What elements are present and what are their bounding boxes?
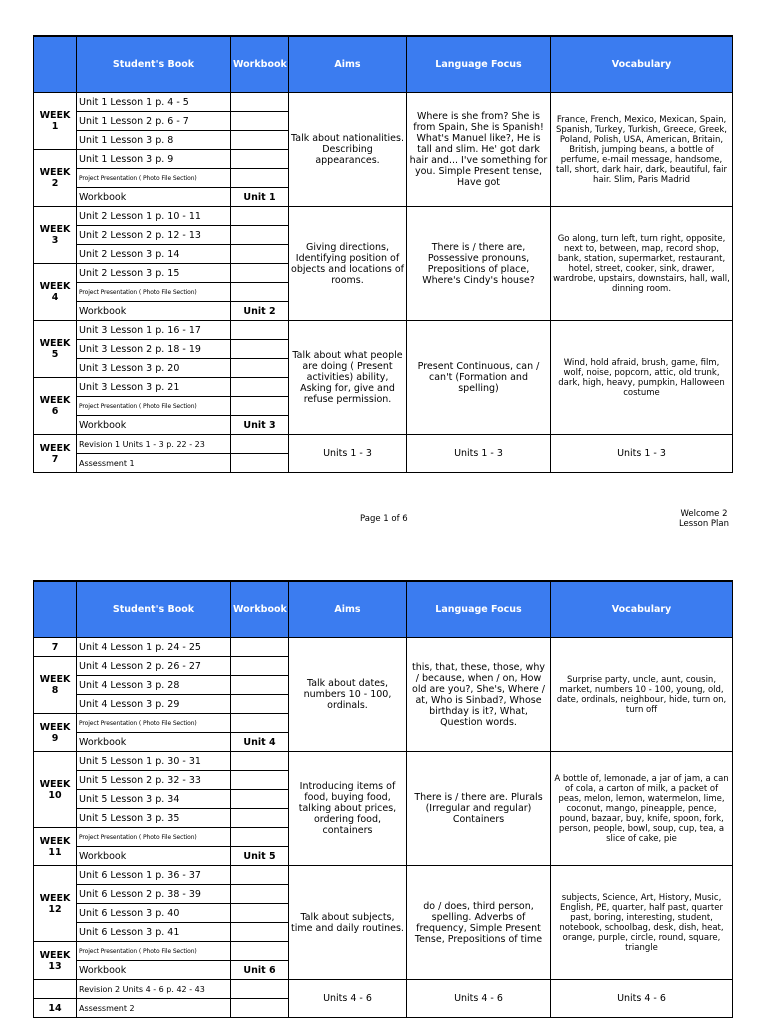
students-book-cell: Unit 3 Lesson 3 p. 21 (77, 378, 231, 397)
students-book-cell: Unit 5 Lesson 3 p. 34 (77, 790, 231, 809)
week-label: 7 (34, 638, 77, 657)
vocabulary-cell: Units 1 - 3 (551, 435, 733, 473)
students-book-cell: Assessment 2 (77, 999, 231, 1018)
document-title-line1: Welcome 2 (680, 509, 728, 519)
workbook-cell (231, 714, 289, 733)
vocabulary-cell: France, French, Mexico, Mexican, Spain, Spanish, Turkey, Turkish, Greece, Greek, Poland, Polish, USA, American, Britain, British, jumping beans, a bottle of perfume, e-mail message, handsome, tall, short, dark hair, dark, beautiful, fair hair. Slim, Paris Madrid (551, 93, 733, 207)
header-aims: Aims (289, 581, 407, 638)
students-book-cell: Project Presentation ( Photo File Section) (77, 828, 231, 847)
students-book-cell: Unit 1 Lesson 2 p. 6 - 7 (77, 112, 231, 131)
students-book-cell: Workbook (77, 733, 231, 752)
table-row (34, 435, 733, 454)
students-book-cell: Unit 2 Lesson 3 p. 14 (77, 245, 231, 264)
students-book-cell: Unit 4 Lesson 2 p. 26 - 27 (77, 657, 231, 676)
header-vocabulary: Vocabulary (551, 36, 733, 93)
students-book-cell: Revision 2 Units 4 - 6 p. 42 - 43 (77, 980, 231, 999)
lesson-plan-table-1 (33, 35, 733, 473)
workbook-cell (231, 866, 289, 885)
table-row (34, 638, 733, 657)
header-workbook: Workbook (231, 36, 289, 93)
header-vocabulary: Vocabulary (551, 581, 733, 638)
workbook-cell (231, 378, 289, 397)
students-book-cell: Unit 6 Lesson 1 p. 36 - 37 (77, 866, 231, 885)
workbook-unit-cell: Unit 1 (231, 188, 289, 207)
students-book-cell: Project Presentation ( Photo File Section) (77, 942, 231, 961)
header-language-focus: Language Focus (407, 581, 551, 638)
students-book-cell: Unit 4 Lesson 3 p. 29 (77, 695, 231, 714)
workbook-cell (231, 657, 289, 676)
students-book-cell: Assessment 1 (77, 454, 231, 473)
workbook-cell (231, 245, 289, 264)
students-book-cell: Unit 1 Lesson 3 p. 8 (77, 131, 231, 150)
students-book-cell: Revision 1 Units 1 - 3 p. 22 - 23 (77, 435, 231, 454)
document-title-line2: Lesson Plan (678, 519, 730, 529)
week-label: WEEK 6 (34, 378, 77, 435)
workbook-cell (231, 226, 289, 245)
students-book-cell: Project Presentation ( Photo File Section) (77, 397, 231, 416)
workbook-cell (231, 112, 289, 131)
workbook-cell (231, 454, 289, 473)
week-label: WEEK 11 (34, 828, 77, 866)
week-label: WEEK 4 (34, 264, 77, 321)
week-label: WEEK 2 (34, 150, 77, 207)
table-row (34, 752, 733, 771)
students-book-cell: Unit 2 Lesson 3 p. 15 (77, 264, 231, 283)
page-number: Page 1 of 6 (360, 514, 408, 524)
workbook-cell (231, 695, 289, 714)
workbook-cell (231, 150, 289, 169)
table-row (34, 93, 733, 112)
lesson-plan-table-2 (33, 580, 733, 1018)
language-focus-cell: There is / there are. Plurals (Irregular and regular) Containers (407, 752, 551, 866)
vocabulary-cell: A bottle of, lemonade, a jar of jam, a can of cola, a carton of milk, a packet of peas, melon, lemon, watermelon, lime, coconut, mango, pineapple, pence, pound, bazaar, buy, knife, spoon, fork, person, people, bowl, soup, cup, tea, a slice of cake, pie (551, 752, 733, 866)
header-row (34, 36, 733, 93)
aims-cell: Talk about what people are doing ( Present activities) ability, Asking for, give and refuse permission. (289, 321, 407, 435)
workbook-cell (231, 169, 289, 188)
workbook-unit-cell: Unit 4 (231, 733, 289, 752)
workbook-cell (231, 942, 289, 961)
language-focus-cell: this, that, these, those, why / because, when / on, How old are you?, She's, Where / at, Who is Sinbad?, Whose birthday is it?, What, Question words. (407, 638, 551, 752)
students-book-cell: Unit 5 Lesson 1 p. 30 - 31 (77, 752, 231, 771)
language-focus-cell: Units 1 - 3 (407, 435, 551, 473)
week-label: WEEK 3 (34, 207, 77, 264)
aims-cell: Talk about dates, numbers 10 - 100, ordinals. (289, 638, 407, 752)
students-book-cell: Workbook (77, 961, 231, 980)
students-book-cell: Workbook (77, 847, 231, 866)
workbook-unit-cell: Unit 5 (231, 847, 289, 866)
header-workbook: Workbook (231, 581, 289, 638)
header-week (34, 581, 77, 638)
workbook-cell (231, 809, 289, 828)
workbook-cell (231, 359, 289, 378)
header-students-book: Student's Book (77, 581, 231, 638)
students-book-cell: Project Presentation ( Photo File Section) (77, 169, 231, 188)
aims-cell: Talk about subjects, time and daily routines. (289, 866, 407, 980)
week-label: WEEK 12 (34, 866, 77, 942)
workbook-unit-cell: Unit 2 (231, 302, 289, 321)
header-aims: Aims (289, 36, 407, 93)
vocabulary-cell: Surprise party, uncle, aunt, cousin, market, numbers 10 - 100, young, old, date, ordinals, neighbour, hide, turn on, turn off (551, 638, 733, 752)
students-book-cell: Unit 6 Lesson 3 p. 41 (77, 923, 231, 942)
vocabulary-cell: Units 4 - 6 (551, 980, 733, 1018)
week-label: WEEK 8 (34, 657, 77, 714)
students-book-cell: Project Presentation ( Photo File Section) (77, 283, 231, 302)
aims-cell: Introducing items of food, buying food, talking about prices, ordering food, containers (289, 752, 407, 866)
students-book-cell: Unit 5 Lesson 2 p. 32 - 33 (77, 771, 231, 790)
workbook-cell (231, 638, 289, 657)
language-focus-cell: There is / there are, Possessive pronouns, Prepositions of place, Where's Cindy's house? (407, 207, 551, 321)
workbook-cell (231, 790, 289, 809)
table-row (34, 207, 733, 226)
aims-cell: Units 1 - 3 (289, 435, 407, 473)
workbook-cell (231, 980, 289, 999)
header-week (34, 36, 77, 93)
students-book-cell: Unit 3 Lesson 3 p. 20 (77, 359, 231, 378)
students-book-cell: Unit 4 Lesson 1 p. 24 - 25 (77, 638, 231, 657)
week-label (34, 980, 77, 999)
language-focus-cell: Present Continuous, can / can't (Formation and spelling) (407, 321, 551, 435)
workbook-cell (231, 999, 289, 1018)
students-book-cell: Unit 2 Lesson 1 p. 10 - 11 (77, 207, 231, 226)
students-book-cell: Workbook (77, 302, 231, 321)
workbook-cell (231, 923, 289, 942)
aims-cell: Talk about nationalities. Describing appearances. (289, 93, 407, 207)
students-book-cell: Workbook (77, 416, 231, 435)
students-book-cell: Unit 6 Lesson 2 p. 38 - 39 (77, 885, 231, 904)
students-book-cell: Unit 4 Lesson 3 p. 28 (77, 676, 231, 695)
language-focus-cell: Units 4 - 6 (407, 980, 551, 1018)
workbook-cell (231, 397, 289, 416)
aims-cell: Units 4 - 6 (289, 980, 407, 1018)
students-book-cell: Unit 3 Lesson 2 p. 18 - 19 (77, 340, 231, 359)
students-book-cell: Unit 2 Lesson 2 p. 12 - 13 (77, 226, 231, 245)
workbook-cell (231, 207, 289, 226)
workbook-cell (231, 264, 289, 283)
students-book-cell: Unit 6 Lesson 3 p. 40 (77, 904, 231, 923)
table-row (34, 321, 733, 340)
workbook-cell (231, 904, 289, 923)
week-label: WEEK 13 (34, 942, 77, 980)
week-label: WEEK 5 (34, 321, 77, 378)
workbook-cell (231, 93, 289, 112)
students-book-cell: Unit 5 Lesson 3 p. 35 (77, 809, 231, 828)
table-row (34, 980, 733, 999)
header-language-focus: Language Focus (407, 36, 551, 93)
header-row (34, 581, 733, 638)
workbook-unit-cell: Unit 3 (231, 416, 289, 435)
week-label: 14 (34, 999, 77, 1018)
workbook-cell (231, 283, 289, 302)
workbook-cell (231, 771, 289, 790)
workbook-cell (231, 435, 289, 454)
students-book-cell: Unit 1 Lesson 3 p. 9 (77, 150, 231, 169)
students-book-cell: Unit 3 Lesson 1 p. 16 - 17 (77, 321, 231, 340)
workbook-cell (231, 321, 289, 340)
vocabulary-cell: subjects, Science, Art, History, Music, English, PE, quarter, half past, quarter past, boring, interesting, student, notebook, schoolbag, desk, dish, heat, orange, purple, circle, round, square, triangle (551, 866, 733, 980)
workbook-cell (231, 676, 289, 695)
language-focus-cell: Where is she from? She is from Spain, She is Spanish! What's Manuel like?, He is tall and slim. He' got dark hair and... I've something for you. Simple Present tense, Have got (407, 93, 551, 207)
workbook-unit-cell: Unit 6 (231, 961, 289, 980)
students-book-cell: Project Presentation ( Photo File Section) (77, 714, 231, 733)
week-label: WEEK 7 (34, 435, 77, 473)
workbook-cell (231, 885, 289, 904)
aims-cell: Giving directions, Identifying position of objects and locations of rooms. (289, 207, 407, 321)
vocabulary-cell: Go along, turn left, turn right, opposite, next to, between, map, record shop, bank, station, supermarket, restaurant, hotel, street, cooker, sink, drawer, wardrobe, upstairs, downstairs, hall, wall, dinning room. (551, 207, 733, 321)
workbook-cell (231, 752, 289, 771)
vocabulary-cell: Wind, hold afraid, brush, game, film, wolf, noise, popcorn, attic, old trunk, dark, high, heavy, pumpkin, Halloween costume (551, 321, 733, 435)
header-students-book: Student's Book (77, 36, 231, 93)
week-label: WEEK 10 (34, 752, 77, 828)
document-title (660, 509, 748, 529)
workbook-cell (231, 828, 289, 847)
language-focus-cell: do / does, third person, spelling. Adverbs of frequency, Simple Present Tense, Prepositions of time (407, 866, 551, 980)
week-label: WEEK 9 (34, 714, 77, 752)
students-book-cell: Workbook (77, 188, 231, 207)
workbook-cell (231, 131, 289, 150)
week-label: WEEK 1 (34, 93, 77, 150)
table-row (34, 866, 733, 885)
workbook-cell (231, 340, 289, 359)
students-book-cell: Unit 1 Lesson 1 p. 4 - 5 (77, 93, 231, 112)
